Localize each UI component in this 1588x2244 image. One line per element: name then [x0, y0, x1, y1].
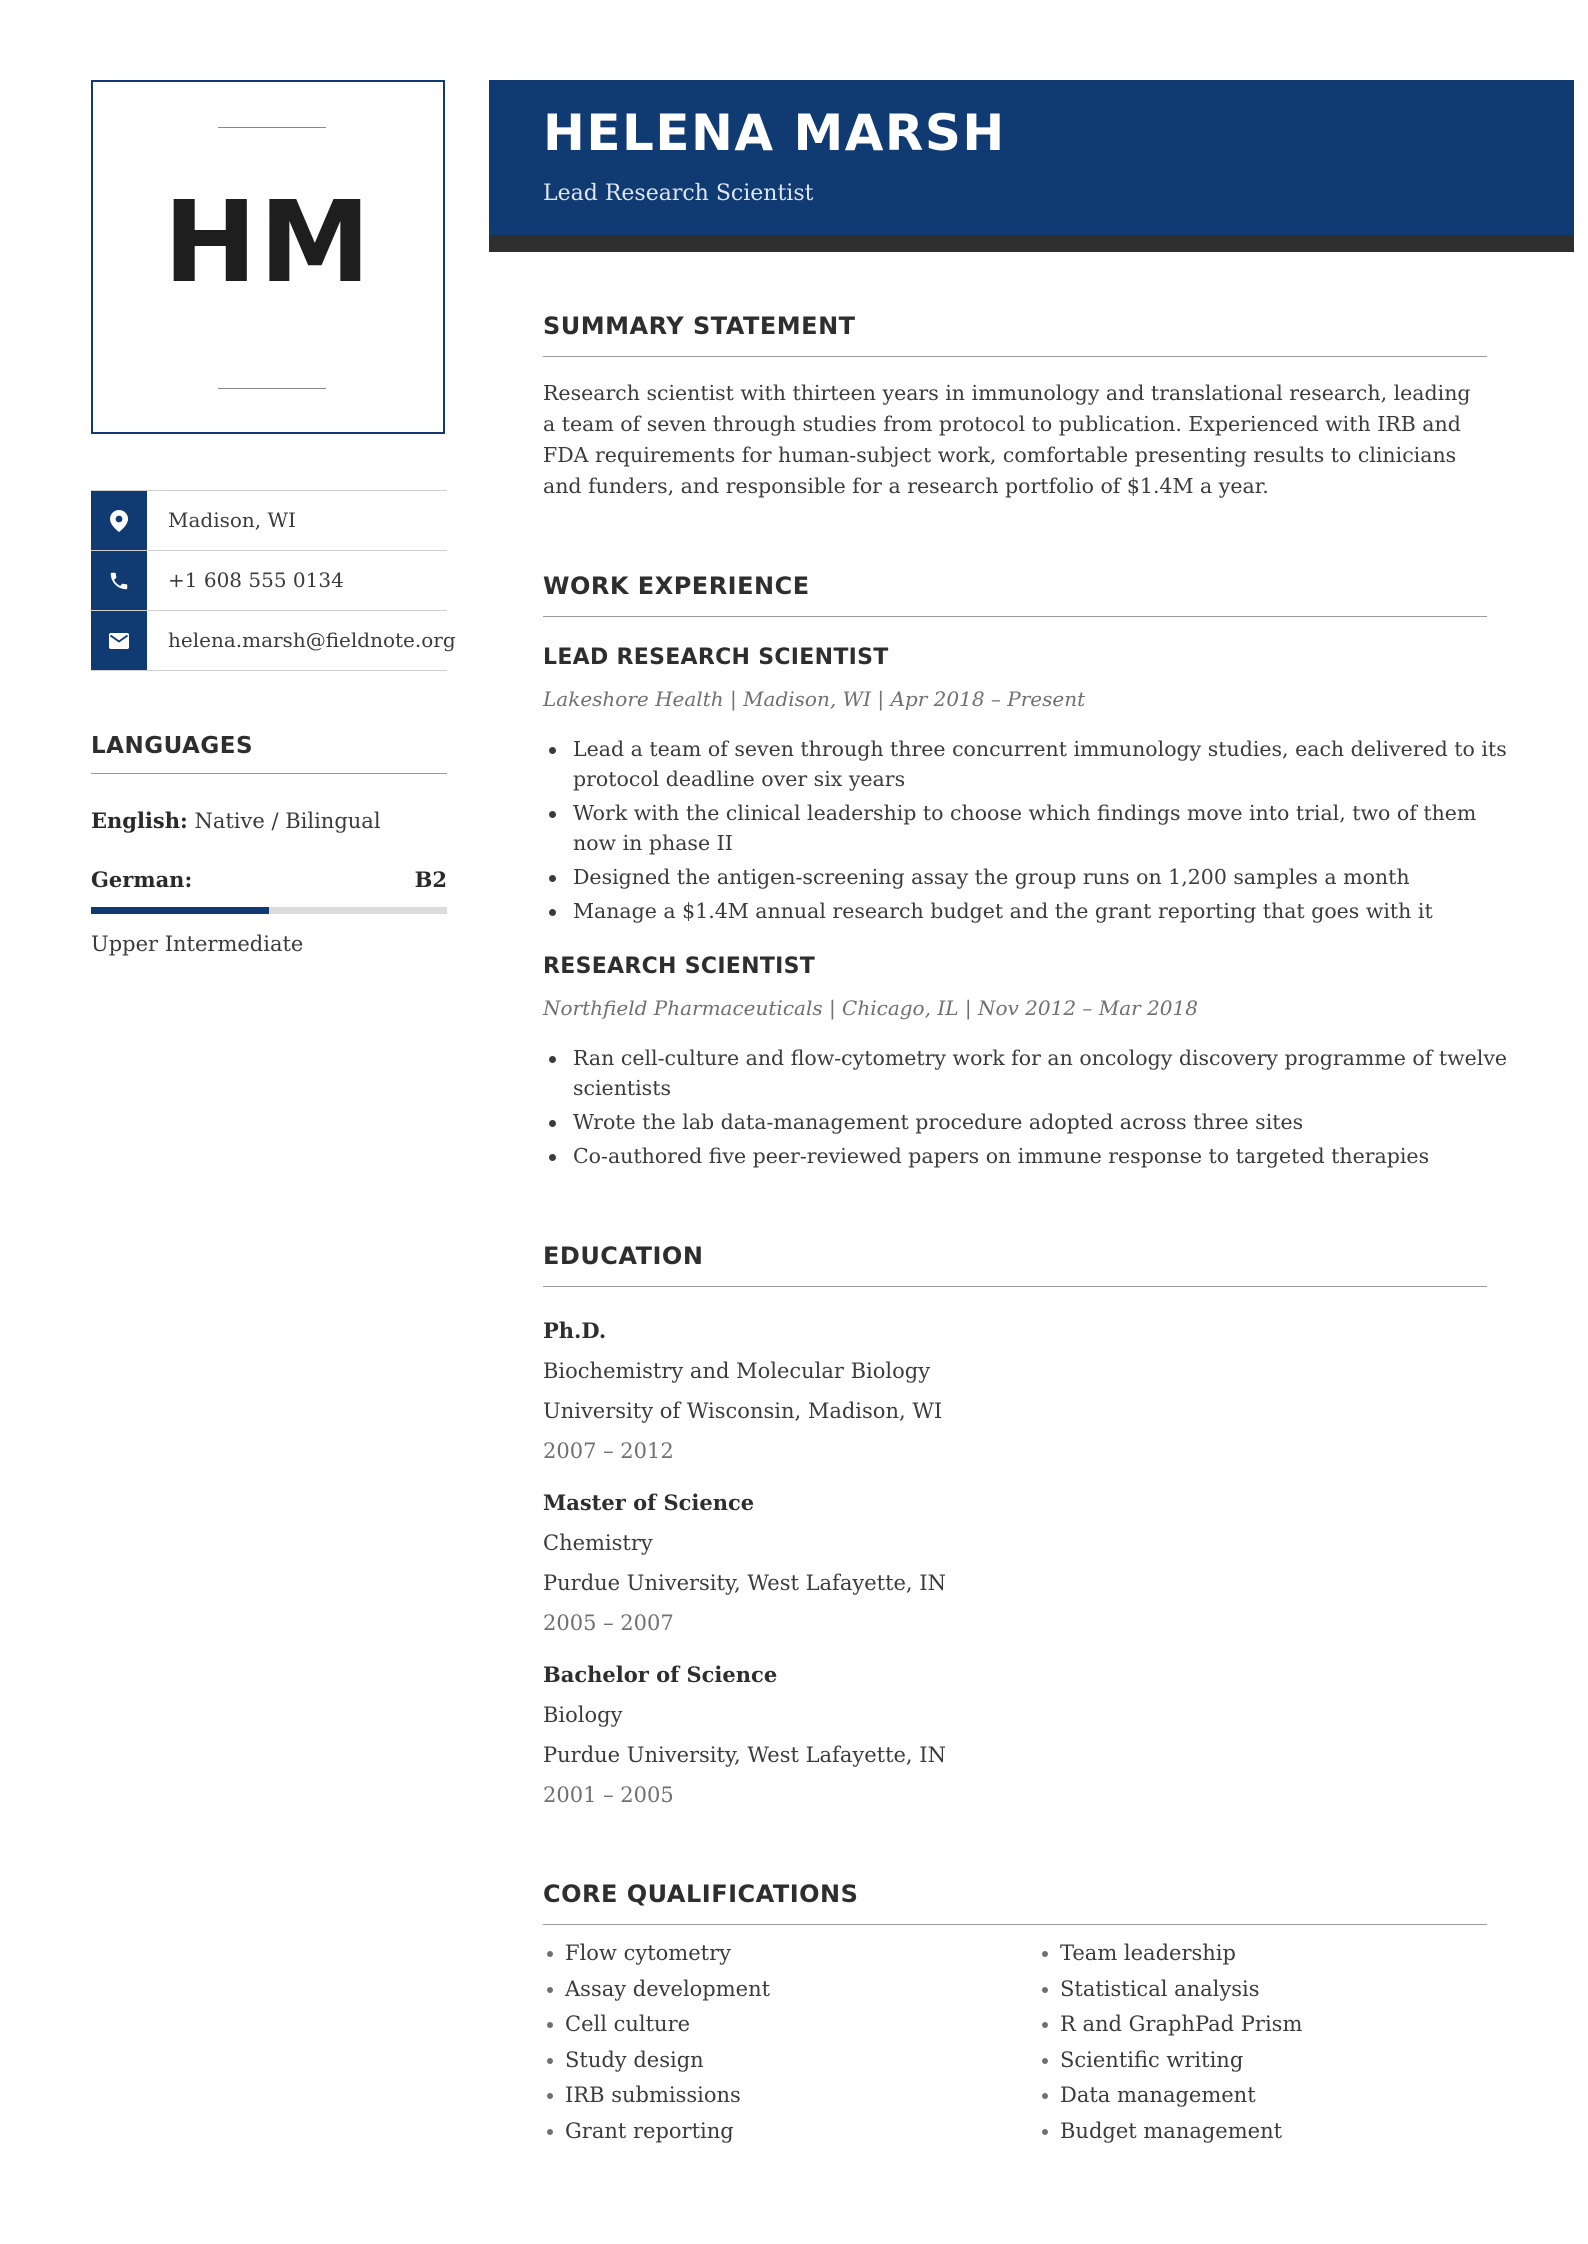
phone-icon	[91, 551, 147, 610]
qualification-item: Cell culture	[565, 2007, 770, 2043]
job-bullets	[543, 1043, 1517, 1175]
qualification-item: Team leadership	[1060, 1936, 1302, 1972]
monogram-bottom-rule	[218, 388, 326, 389]
language-german-name: German:	[91, 867, 193, 892]
language-german	[91, 867, 447, 892]
degree-title: Bachelor of Science	[543, 1662, 778, 1687]
job-bullets	[543, 734, 1517, 930]
degree-years: 2001 – 2005	[543, 1783, 674, 1807]
education-entry	[543, 1311, 1487, 1471]
qualifications-heading: CORE QUALIFICATIONS	[543, 1880, 1487, 1925]
proficiency-bar-fill	[91, 907, 269, 914]
contact-list	[91, 490, 456, 671]
map-pin-icon	[91, 491, 147, 550]
language-english-name: English:	[91, 808, 188, 833]
degree-title: Master of Science	[543, 1490, 755, 1515]
language-german-level: Upper Intermediate	[91, 932, 304, 956]
language-english-level: Native / Bilingual	[194, 809, 381, 833]
job-bullet: Lead a team of seven through three concurrent immunology studies, each delivered to its protocol deadline over six years	[573, 734, 1517, 794]
contact-email	[91, 610, 456, 671]
monogram-box	[91, 80, 445, 434]
degree-school: Purdue University, West Lafayette, IN	[543, 1743, 946, 1767]
contact-email-text[interactable]: helena.marsh@fieldnote.org	[168, 628, 456, 652]
job-bullet: Work with the clinical leadership to choose which findings move into trial, two of them now in phase II	[573, 798, 1517, 858]
education-heading: EDUCATION	[543, 1242, 1487, 1287]
job-meta: Lakeshore Health | Madison, WI | Apr 2018 – Present	[543, 687, 1086, 711]
monogram-top-rule	[218, 127, 326, 128]
language-english	[91, 808, 447, 833]
qualifications-left-list	[545, 1936, 770, 2150]
qualification-item: Flow cytometry	[565, 1936, 770, 1972]
job-bullet: Ran cell-culture and flow-cytometry work for an oncology discovery programme of twelve scientists	[573, 1043, 1517, 1103]
summary-text: Research scientist with thirteen years in immunology and translational research, leading a team of seven through studies from protocol to publication. Experienced with IRB and FDA requirements for human-subject work, comfortable presenting results to clinicians and funders, and responsible for a research portfolio of $1.4M a year.	[543, 381, 1471, 498]
contact-phone-text[interactable]: +1 608 555 0134	[168, 568, 344, 592]
person-role: Lead Research Scientist	[543, 181, 814, 206]
contact-location	[91, 490, 447, 550]
education-entry	[543, 1655, 1487, 1815]
qualifications-right-list	[1040, 1936, 1302, 2150]
language-german-grade: B2	[414, 867, 447, 892]
experience-heading: WORK EXPERIENCE	[543, 572, 1487, 617]
header-band	[489, 80, 1574, 235]
monogram: HM	[163, 178, 373, 308]
degree-field: Chemistry	[543, 1531, 653, 1555]
job-title: RESEARCH SCIENTIST	[543, 954, 816, 979]
qualification-item: Grant reporting	[565, 2114, 770, 2150]
language-german-proficiency-bar	[91, 907, 447, 914]
job-bullet: Designed the antigen-screening assay the group runs on 1,200 samples a month	[573, 862, 1517, 892]
qualification-item: Statistical analysis	[1060, 1972, 1302, 2008]
job-meta: Northfield Pharmaceuticals | Chicago, IL | Nov 2012 – Mar 2018	[543, 996, 1198, 1020]
degree-field: Biochemistry and Molecular Biology	[543, 1359, 931, 1383]
degree-years: 2007 – 2012	[543, 1439, 674, 1463]
contact-phone	[91, 550, 447, 610]
header-accent-strip	[489, 235, 1574, 252]
degree-school: University of Wisconsin, Madison, WI	[543, 1399, 943, 1423]
mail-icon	[91, 611, 147, 670]
person-name: HELENA MARSH	[543, 104, 1006, 162]
contact-location-text: Madison, WI	[168, 508, 296, 532]
qualification-item: Assay development	[565, 1972, 770, 2008]
qualification-item: Data management	[1060, 2078, 1302, 2114]
qualification-item: R and GraphPad Prism	[1060, 2007, 1302, 2043]
job-title: LEAD RESEARCH SCIENTIST	[543, 645, 889, 670]
languages-heading: LANGUAGES	[91, 733, 447, 774]
qualification-item: Study design	[565, 2043, 770, 2079]
education-entry	[543, 1483, 1487, 1643]
degree-field: Biology	[543, 1703, 623, 1727]
qualification-item: IRB submissions	[565, 2078, 770, 2114]
degree-school: Purdue University, West Lafayette, IN	[543, 1571, 946, 1595]
job-bullet: Wrote the lab data-management procedure adopted across three sites	[573, 1107, 1517, 1137]
summary-heading: SUMMARY STATEMENT	[543, 312, 1487, 357]
job-bullet: Co-authored five peer-reviewed papers on immune response to targeted therapies	[573, 1141, 1517, 1171]
qualification-item: Budget management	[1060, 2114, 1302, 2150]
job-bullet: Manage a $1.4M annual research budget and the grant reporting that goes with it	[573, 896, 1517, 926]
qualification-item: Scientific writing	[1060, 2043, 1302, 2079]
degree-title: Ph.D.	[543, 1318, 607, 1343]
degree-years: 2005 – 2007	[543, 1611, 674, 1635]
